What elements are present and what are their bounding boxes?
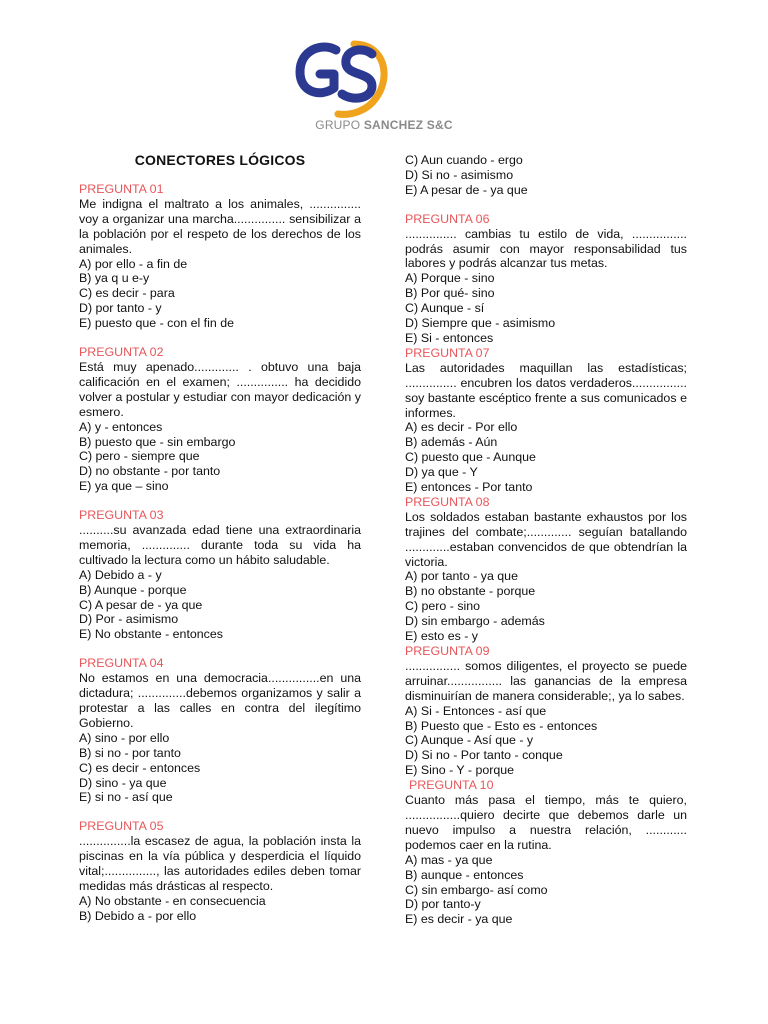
answer-option: A) es decir - Por ello	[405, 420, 518, 435]
question-block	[79, 819, 361, 923]
answer-option: E) A pesar de - ya que	[405, 182, 528, 197]
answer-option: D) no obstante - por tanto	[79, 464, 221, 479]
answer-option: D) sino - ya que	[79, 775, 167, 790]
question-text: No estamos en una democracia...............en una dictadura; ..............debemos organizamos y salir a protestar a las calles en contra del ilegítimo Gobierno.	[79, 671, 361, 730]
company-name: GRUPO SANCHEZ S&C	[315, 118, 453, 132]
answer-option: A) mas - ya que	[405, 852, 493, 867]
answer-option: A) por ello - a fin de	[79, 256, 188, 271]
answer-option: B) Puesto que - Esto es - entonces	[405, 718, 598, 733]
question-label: PREGUNTA 03	[79, 508, 164, 523]
answer-option: C) es decir - para	[79, 286, 175, 301]
answer-option: D) Si no - Por tanto - conque	[405, 748, 563, 763]
question-label: PREGUNTA 01	[79, 182, 164, 196]
answer-option: E) Sino - Y - porque	[405, 763, 515, 778]
question-text: Cuanto más pasa el tiempo, más te quiero, ................quiero decirte que debemos darle un nuevo impulso a nuestra relación, ............ podemos caer en la rutina.	[405, 793, 687, 852]
answer-option: C) es decir - entonces	[79, 760, 201, 775]
answer-option: A) por tanto - ya que	[405, 569, 518, 584]
answer-option: A) Debido a - y	[79, 567, 162, 582]
answer-option: E) esto es - y	[405, 629, 478, 644]
question-label: PREGUNTA 09	[405, 644, 490, 658]
question-label: PREGUNTA 07	[405, 345, 490, 360]
question-label: PREGUNTA 02	[79, 345, 164, 360]
question-label: PREGUNTA 10	[409, 778, 494, 793]
question-block	[79, 656, 361, 805]
answer-option: B) Aunque - porque	[79, 582, 187, 597]
answer-option: B) ya q u e-y	[79, 271, 150, 286]
answer-option: B) Debido a - por ello	[79, 908, 197, 923]
question-text: ............... cambias tu estilo de vida, ................ podrás asumir con mayor responsabilidad tus labores y podrás alcanzar tus metas.	[405, 226, 687, 271]
answer-option: C) A pesar de - ya que	[79, 597, 203, 612]
question-block	[79, 508, 361, 642]
answer-option: C) Aun cuando - ergo	[405, 153, 523, 167]
answer-option: A) sino - por ello	[79, 730, 170, 745]
question-label: PREGUNTA 05	[79, 819, 164, 834]
question-text: Me indigna el maltrato a los animales, ............... voy a organizar una marcha............... sensibilizar a la población por el respeto de los derechos de los animales.	[79, 196, 361, 256]
answer-option: A) Porque - sino	[405, 271, 495, 286]
answer-option: C) puesto que - Aunque	[405, 450, 536, 465]
q05-continued-options	[405, 153, 687, 198]
question-text: Los soldados estaban bastante exhaustos por los trajines del combate;............. seguían batallando .............estaban convencidos de que obtendrían la victoria.	[405, 509, 687, 569]
answer-option: D) por tanto - y	[79, 301, 162, 316]
question-text: ................ somos diligentes, el proyecto se puede arruinar................ las ganancias de la empresa disminuirían de manera considerable;, ya lo sabes.	[405, 658, 687, 703]
answer-option: C) Aunque - sí	[405, 301, 485, 316]
answer-option: B) puesto que - sin embargo	[79, 434, 236, 449]
answer-option: E) Si - entonces	[405, 330, 494, 345]
question-block	[405, 644, 687, 778]
company-logo	[0, 30, 768, 140]
answer-option: B) Por qué- sino	[405, 286, 495, 301]
question-text: Las autoridades maquillan las estadísticas; ............... encubren los datos verdaderos................ soy bastante escéptico frente a sus comunicados e informes.	[405, 360, 687, 420]
question-block	[405, 778, 687, 927]
answer-option: E) No obstante - entonces	[79, 627, 223, 642]
answer-option: A) y - entonces	[79, 419, 163, 434]
answer-option: A) No obstante - en consecuencia	[79, 893, 266, 908]
answer-option: D) ya que - Y	[405, 465, 478, 480]
answer-option: E) ya que – sino	[79, 479, 169, 494]
answer-option: C) sin embargo- así como	[405, 882, 548, 897]
question-label: PREGUNTA 08	[405, 494, 490, 509]
question-label: PREGUNTA 06	[405, 211, 490, 226]
answer-option: E) es decir - ya que	[405, 912, 513, 927]
page-title: CONECTORES LÓGICOS	[134, 152, 306, 168]
question-block	[405, 346, 687, 495]
answer-option: A) Si - Entonces - así que	[405, 703, 547, 718]
answer-option: D) Si no - asimismo	[405, 167, 514, 182]
answer-option: B) además - Aún	[405, 435, 498, 450]
answer-option: D) Siempre que - asimismo	[405, 316, 556, 331]
answer-option: E) puesto que - con el fin de	[79, 316, 234, 331]
answer-option: D) sin embargo - además	[405, 614, 545, 629]
answer-option: C) Aunque - Así que - y	[405, 733, 534, 748]
right-column	[405, 153, 687, 927]
left-column	[79, 152, 361, 938]
question-label: PREGUNTA 04	[79, 656, 164, 671]
question-block	[405, 212, 687, 346]
question-block	[79, 345, 361, 494]
gs-monogram-icon	[292, 36, 396, 120]
answer-option: E) si no - así que	[79, 790, 173, 805]
answer-option: B) no obstante - porque	[405, 584, 536, 599]
question-text: ..........su avanzada edad tiene una extraordinaria memoria, .............. durante toda su vida ha cultivado la lectura como un hábito saludable.	[79, 523, 361, 567]
answer-option: D) Por - asimismo	[79, 612, 179, 627]
question-text: ...............la escasez de agua, la población insta la piscinas en la vía pública y desperdicia el líquido vital;..............., las autoridades ediles deben tomar medidas más drásticas al respecto.	[79, 834, 361, 893]
answer-option: B) si no - por tanto	[79, 745, 181, 760]
answer-option: B) aunque - entonces	[405, 867, 524, 882]
question-text: Está muy apenado............. . obtuvo una baja calificación en el examen; ............... ha decidido volver a postular y estudiar con mayor dedicación y esmero.	[79, 359, 361, 419]
answer-option: C) pero - siempre que	[79, 449, 200, 464]
question-block	[405, 495, 687, 644]
answer-option: E) entonces - Por tanto	[405, 480, 533, 495]
question-block	[79, 182, 361, 331]
answer-option: C) pero - sino	[405, 599, 481, 614]
answer-option: D) por tanto-y	[405, 897, 481, 912]
